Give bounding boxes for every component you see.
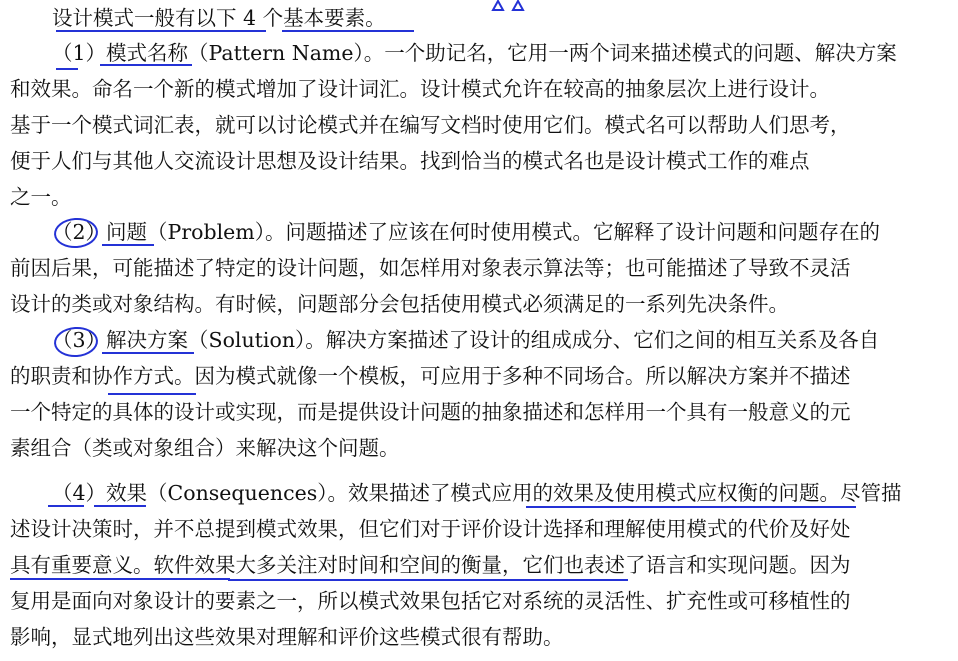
- p2-line-3: 设计的类或对象结构。有时候，问题部分会包括使用模式必须满足的一系列先决条件。: [10, 292, 789, 316]
- p1-title-underline: [100, 64, 192, 66]
- p4-line3-underline-2: [228, 579, 628, 581]
- p4-line-2: 述设计决策时，并不总提到模式效果，但它们对于评价设计选择和理解使用模式的代价及好处: [10, 517, 851, 541]
- p3-line-3: 一个特定的具体的设计或实现，而是提供设计问题的抽象描述和怎样用一个具有一般意义的元: [10, 400, 851, 424]
- p1-line-5: 之一。: [10, 185, 72, 209]
- p1-line-1: （1）模式名称（Pattern Name）。一个助记名，它用一两个词来描述模式的问题、解决方案: [52, 41, 897, 65]
- p4-line3-underline-1: [10, 578, 230, 580]
- p2-line-2: 前因后果，可能描述了特定的设计问题，如怎样用对象表示算法等；也可能描述了导致不灵活: [10, 256, 851, 280]
- p4-line-5: 影响，显式地列出这些效果对理解和评价这些模式很有帮助。: [10, 625, 564, 649]
- p1-number-underline: [56, 68, 78, 70]
- p4-line1-underline: [526, 506, 856, 508]
- p4-line-1: （4）效果（Consequences）。效果描述了模式应用的效果及使用模式应权衡的问题。尽管描: [52, 481, 902, 505]
- p4-title-underline: [94, 505, 146, 507]
- p3-line-2: 的职责和协作方式。因为模式就像一个模板，可应用于多种不同场合。所以解决方案并不描述: [10, 364, 851, 388]
- p2-title-underline: [102, 244, 154, 246]
- p1-line-4: 便于人们与其他人交流设计思想及设计结果。找到恰当的模式名也是设计模式工作的难点: [10, 149, 810, 173]
- p3-title-underline: [102, 352, 194, 354]
- intro-line: 设计模式一般有以下 4 个基本要素。: [52, 6, 386, 30]
- p3-line-1: （3）解决方案（Solution）。解决方案描述了设计的组成成分、它们之间的相互关系及各自: [52, 328, 880, 352]
- p3-line2-underline: [108, 393, 196, 395]
- intro-underline-2: [282, 30, 414, 32]
- p4-line-3: 具有重要意义。软件效果大多关注对时间和空间的衡量，它们也表述了语言和实现问题。因为: [10, 553, 851, 577]
- p1-line-3: 基于一个模式词汇表，就可以讨论模式并在编写文档时使用它们。模式名可以帮助人们思考，: [10, 113, 851, 137]
- triangle-marks-icon: [489, 0, 529, 13]
- p4-line-4: 复用是面向对象设计的要素之一，所以模式效果包括它对系统的灵活性、扩充性或可移植性的: [10, 589, 851, 613]
- p4-number-underline: [48, 505, 84, 507]
- intro-underline-1: [56, 30, 266, 32]
- p1-line-2: 和效果。命名一个新的模式增加了设计词汇。设计模式允许在较高的抽象层次上进行设计。: [10, 77, 830, 101]
- p2-line-1: （2）问题（Problem）。问题描述了应该在何时使用模式。它解释了设计问题和问题存在的: [52, 220, 880, 244]
- p3-line-4: 素组合（类或对象组合）来解决这个问题。: [10, 436, 400, 460]
